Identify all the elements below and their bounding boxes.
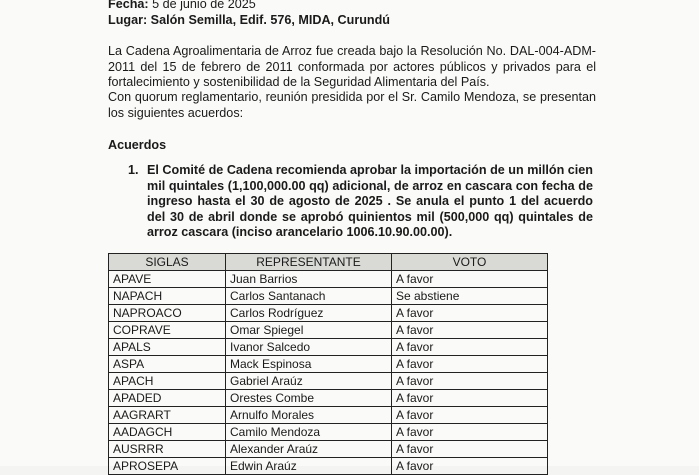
col-header-siglas: SIGLAS [109, 254, 226, 271]
table-row [109, 458, 548, 475]
cell-siglas: NAPROACO [109, 305, 226, 322]
acuerdos-heading: Acuerdos [108, 138, 167, 152]
cell-voto: A favor [392, 441, 548, 458]
cell-representante: Mack Espinosa [226, 356, 392, 373]
cell-siglas: COPRAVE [109, 322, 226, 339]
vote-table-header-row [109, 254, 548, 271]
cell-siglas: ASPA [109, 356, 226, 373]
vote-table [108, 253, 548, 475]
table-row [109, 322, 548, 339]
cell-voto: A favor [392, 322, 548, 339]
cell-siglas: APADED [109, 390, 226, 407]
cell-voto: A favor [392, 407, 548, 424]
cell-voto: A favor [392, 339, 548, 356]
cell-voto: A favor [392, 458, 548, 475]
cell-voto: A favor [392, 271, 548, 288]
acuerdo-text: El Comité de Cadena recomienda aprobar la importación de un millón cien mil quintales (1,100,000.00 qq) adicional, de arroz en cascara con fecha de ingreso hasta el 30 de agosto de 2025 . Se anula el punto 1 del acuerdo del 30 de abril donde se aprobó quinientos mil (500,000 qq) quintales de arroz cascara (inciso arancelario 1006.10.90.00.00). [147, 163, 593, 239]
cell-voto: A favor [392, 424, 548, 441]
table-row [109, 407, 548, 424]
cell-siglas: AADAGCH [109, 424, 226, 441]
cell-representante: Orestes Combe [226, 390, 392, 407]
cell-voto: A favor [392, 390, 548, 407]
table-row [109, 288, 548, 305]
cell-siglas: AUSRRR [109, 441, 226, 458]
acuerdo-number: 1. [128, 163, 139, 177]
cell-representante: Ivanor Salcedo [226, 339, 392, 356]
intro-paragraph: La Cadena Agroalimentaria de Arroz fue creada bajo la Resolución No. DAL-004-ADM-2011 del 15 de febrero de 2011 conformada por actores públicos y privados para el fortalecimiento y sostenibilidad de la Seguridad Alimentaria del País. [108, 44, 596, 89]
table-row [109, 424, 548, 441]
cell-siglas: NAPACH [109, 288, 226, 305]
cell-voto: A favor [392, 305, 548, 322]
table-row [109, 271, 548, 288]
table-row [109, 441, 548, 458]
cell-representante: Camilo Mendoza [226, 424, 392, 441]
cell-siglas: AAGRART [109, 407, 226, 424]
fecha-line [108, 0, 256, 11]
table-row [109, 305, 548, 322]
col-header-voto: VOTO [392, 254, 548, 271]
cell-siglas: APAVE [109, 271, 226, 288]
quorum-paragraph: Con quorum reglamentario, reunión presidida por el Sr. Camilo Mendoza, se presentan los siguientes acuerdos: [108, 90, 596, 120]
cell-representante: Carlos Santanach [226, 288, 392, 305]
cell-representante: Alexander Araúz [226, 441, 392, 458]
fecha-label: Fecha: [108, 0, 149, 11]
cell-representante: Edwin Araúz [226, 458, 392, 475]
table-row [109, 356, 548, 373]
col-header-representante: REPRESENTANTE [226, 254, 392, 271]
cell-siglas: APALS [109, 339, 226, 356]
cell-representante: Arnulfo Morales [226, 407, 392, 424]
table-row [109, 390, 548, 407]
cell-representante: Juan Barrios [226, 271, 392, 288]
cell-voto: A favor [392, 356, 548, 373]
cell-siglas: APACH [109, 373, 226, 390]
cell-voto: Se abstiene [392, 288, 548, 305]
cell-representante: Omar Spiegel [226, 322, 392, 339]
table-row [109, 373, 548, 390]
lugar-line: Lugar: Salón Semilla, Edif. 576, MIDA, Curundú [108, 13, 390, 27]
cell-representante: Gabriel Araúz [226, 373, 392, 390]
cell-representante: Carlos Rodríguez [226, 305, 392, 322]
cell-voto: A favor [392, 373, 548, 390]
fecha-value: 5 de junio de 2025 [152, 0, 256, 11]
table-row [109, 339, 548, 356]
cell-siglas: APROSEPA [109, 458, 226, 475]
